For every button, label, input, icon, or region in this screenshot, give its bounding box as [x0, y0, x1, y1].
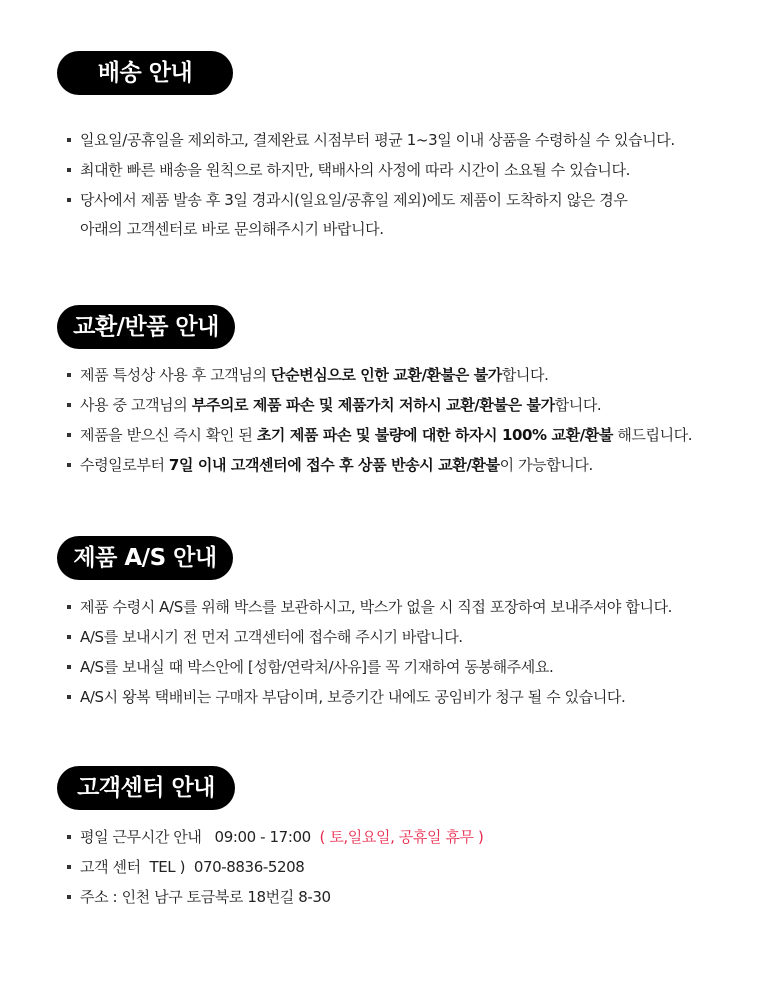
bullet-icon [67, 463, 71, 467]
item-emphasis: 단순변심으로 인한 교환/환불은 불가 [270, 366, 502, 384]
item-emphasis: 부주의로 제품 파손 및 제품가치 저하시 교환/환불은 불가 [191, 396, 555, 414]
item-text: 제품 특성상 사용 후 고객님의 [80, 366, 271, 384]
list-item [64, 622, 672, 652]
item-text-tail: 해드립니다. [612, 426, 693, 444]
item-text: A/S를 보내시기 전 먼저 고객센터에 접수해 주시기 바랍니다. [80, 628, 463, 646]
exchange-return-list [64, 360, 692, 480]
item-text: 수령일로부터 [80, 456, 169, 474]
phone-text: 고객 센터 TEL ) 070-8836-5208 [80, 858, 305, 876]
list-item [64, 185, 675, 243]
item-text: 일요일/공휴일을 제외하고, 결제완료 시점부터 평균 1~3일 이내 상품을 수령하실 수 있습니다. [80, 131, 675, 149]
bullet-icon [67, 198, 71, 202]
item-text-tail: 합니다. [501, 366, 549, 384]
item-text-tail: 이 가능합니다. [499, 456, 593, 474]
bullet-icon [67, 635, 71, 639]
item-emphasis: 7일 이내 고객센터에 접수 후 상품 반송시 교환/환불 [168, 456, 500, 474]
item-text: 사용 중 고객님의 [80, 396, 192, 414]
item-text: 최대한 빠른 배송을 원칙으로 하지만, 택배사의 사정에 따라 시간이 소요될 수 있습니다. [80, 161, 630, 179]
bullet-icon [67, 168, 71, 172]
item-text: A/S를 보내실 때 박스안에 [성함/연락처/사유]를 꼭 기재하여 동봉해주세요. [80, 658, 554, 676]
bullet-icon [67, 835, 71, 839]
item-text: 당사에서 제품 발송 후 3일 경과시(일요일/공휴일 제외)에도 제품이 도착하지 않은 경우 [80, 191, 628, 209]
section-title-exchange-return: 교환/반품 안내 [57, 305, 235, 349]
item-text: 제품을 받으신 즉시 확인 된 [80, 426, 257, 444]
item-text: 제품 수령시 A/S를 위해 박스를 보관하시고, 박스가 없을 시 직접 포장하여 보내주셔야 합니다. [80, 598, 673, 616]
list-item [64, 450, 692, 480]
list-item [64, 420, 692, 450]
section-title-as: 제품 A/S 안내 [57, 536, 233, 580]
bullet-icon [67, 865, 71, 869]
customer-center-list [64, 822, 483, 912]
bullet-icon [67, 433, 71, 437]
bullet-icon [67, 895, 71, 899]
item-text: A/S시 왕복 택배비는 구매자 부담이며, 보증기간 내에도 공임비가 청구 될 수 있습니다. [80, 688, 626, 706]
list-item [64, 882, 483, 912]
bullet-icon [67, 373, 71, 377]
section-title-shipping: 배송 안내 [57, 51, 233, 95]
list-item [64, 652, 672, 682]
bullet-icon [67, 403, 71, 407]
holiday-notice: ( 토,일요일, 공휴일 휴무 ) [319, 828, 484, 846]
shipping-info-list [64, 125, 675, 243]
bullet-icon [67, 605, 71, 609]
list-item [64, 682, 672, 712]
list-item [64, 390, 692, 420]
item-text-tail: 합니다. [554, 396, 602, 414]
bullet-icon [67, 665, 71, 669]
section-title-customer-center: 고객센터 안내 [57, 766, 235, 810]
list-item [64, 125, 675, 155]
as-info-list [64, 592, 672, 712]
address-text: 주소 : 인천 남구 토금북로 18번길 8-30 [80, 888, 331, 906]
list-item [64, 822, 483, 852]
list-item [64, 360, 692, 390]
item-text-line2: 아래의 고객센터로 바로 문의해주시기 바랍니다. [80, 220, 384, 238]
list-item [64, 852, 483, 882]
bullet-icon [67, 695, 71, 699]
business-hours-text: 평일 근무시간 안내 09:00 - 17:00 [80, 828, 320, 846]
item-emphasis: 초기 제품 파손 및 불량에 대한 하자시 100% 교환/환불 [256, 426, 613, 444]
bullet-icon [67, 138, 71, 142]
list-item [64, 155, 675, 185]
list-item [64, 592, 672, 622]
